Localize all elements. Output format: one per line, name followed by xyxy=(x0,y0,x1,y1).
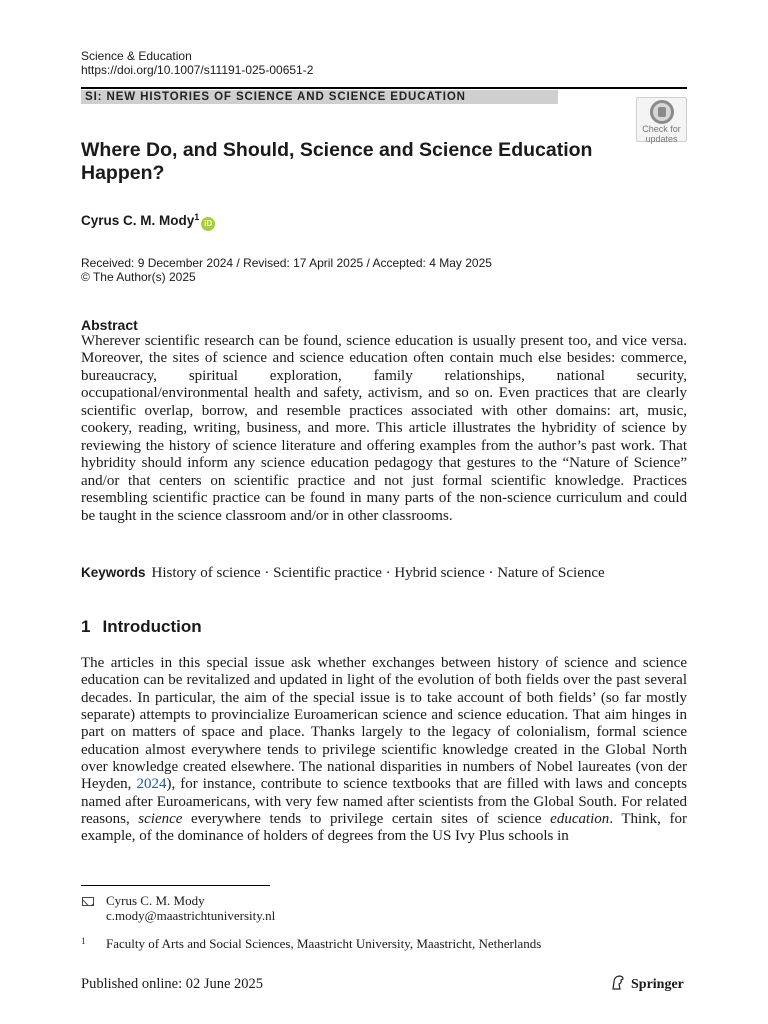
section-title: Introduction xyxy=(102,617,202,636)
corresponding-author-name: Cyrus C. M. Mody xyxy=(106,893,205,908)
abstract-text: Wherever scientific research can be found, science education is usually present too, and vice versa. Moreover, the sites of science and science education often contain much else besides: commerce, bureaucracy, spiritual exploration, family relationships, national security, occupational/environmental health and safety, activism, and so on. Even practices that are clearly scientific overlap, borrow, and resemble practices associated with other domains: art, music, cookery, reading, writing, business, and more. This article illustrates the hybridity of science by reviewing the history of science literature and offering examples from the author’s past work. That hybridity should inform any science education pedagogy that gestures to the “Nature of Science” and/or that centers on scientific practice and not just formal scientific knowledge. Practices resembling scientific practice can be found in many parts of the non-science curriculum and could be taught in the science classroom and/or in other classrooms. xyxy=(81,333,687,524)
citation-link[interactable]: 2024 xyxy=(136,776,167,793)
author-name[interactable]: Cyrus C. M. Mody xyxy=(81,213,195,228)
author-affil-mark: 1 xyxy=(194,212,200,222)
affiliation-number: 1 xyxy=(81,936,86,946)
publisher-logo[interactable] xyxy=(611,975,684,994)
journal-name: Science & Education xyxy=(81,49,192,63)
keywords-label: Keywords xyxy=(81,565,146,580)
emphasis-science: science xyxy=(138,811,183,828)
emphasis-education: education xyxy=(550,811,610,828)
updates-label-line2: updates xyxy=(645,134,678,144)
abstract-heading: Abstract xyxy=(81,317,138,333)
introduction-text xyxy=(81,655,687,846)
intro-text-part2: ), for instance, contribute to science textbooks that are filled with laws and concepts named after Euroamericans, with very few named after scientists from the Global South. For related reasons, xyxy=(81,776,687,828)
intro-text-part1: The articles in this special issue ask whether exchanges between history of science and science education can be revitalized and updated in light of the evolution of both fields over the past several decades. In particular, the aim of the special issue is to take account of both fields’ (so far mostly separate) attempts to provincialize Euroamerican science and science education. That aim hinges in part on matters of space and place. Thanks largely to the legacy of colonialism, formal science education almost everywhere tends to privilege scientific knowledge created in the Global North over knowledge created elsewhere. The national disparities in numbers of Nobel laureates (von der Heyden, xyxy=(81,655,687,793)
corresponding-author-email[interactable]: c.mody@maastrichtuniversity.nl xyxy=(106,908,276,923)
intro-text-part4: . Think, for example, of the dominance of holders of degrees from the US Ivy Plus schools in xyxy=(81,811,687,845)
section-banner: SI: NEW HISTORIES OF SCIENCE AND SCIENCE EDUCATION xyxy=(81,90,558,104)
publisher-name: Springer xyxy=(631,977,684,992)
updates-label-line1: Check for xyxy=(642,124,681,134)
keywords-line xyxy=(81,564,605,582)
bookmark-icon xyxy=(650,100,674,124)
springer-horse-icon xyxy=(611,975,625,990)
envelope-icon xyxy=(82,897,94,906)
section-number: 1 xyxy=(81,617,91,636)
keywords-list: History of science · Scientific practice · Hybrid science · Nature of Science xyxy=(151,565,605,581)
footnote-rule xyxy=(81,885,270,886)
article-dates: Received: 9 December 2024 / Revised: 17 April 2025 / Accepted: 4 May 2025 xyxy=(81,256,492,270)
doi-link[interactable]: https://doi.org/10.1007/s11191-025-00651-2 xyxy=(81,63,314,77)
orcid-icon[interactable]: iD xyxy=(201,217,215,231)
check-for-updates-badge[interactable] xyxy=(636,97,687,142)
intro-text-part3: everywhere tends to privilege certain sites of science xyxy=(182,811,551,828)
published-online: Published online: 02 June 2025 xyxy=(81,976,264,992)
header-rule xyxy=(81,87,687,89)
section-heading-introduction xyxy=(81,616,202,638)
copyright-line: © The Author(s) 2025 xyxy=(81,270,196,284)
affiliation-text: Faculty of Arts and Social Sciences, Maastricht University, Maastricht, Netherlands xyxy=(106,936,542,951)
author-line xyxy=(81,208,215,231)
article-title: Where Do, and Should, Science and Science Education Happen? xyxy=(81,139,593,184)
